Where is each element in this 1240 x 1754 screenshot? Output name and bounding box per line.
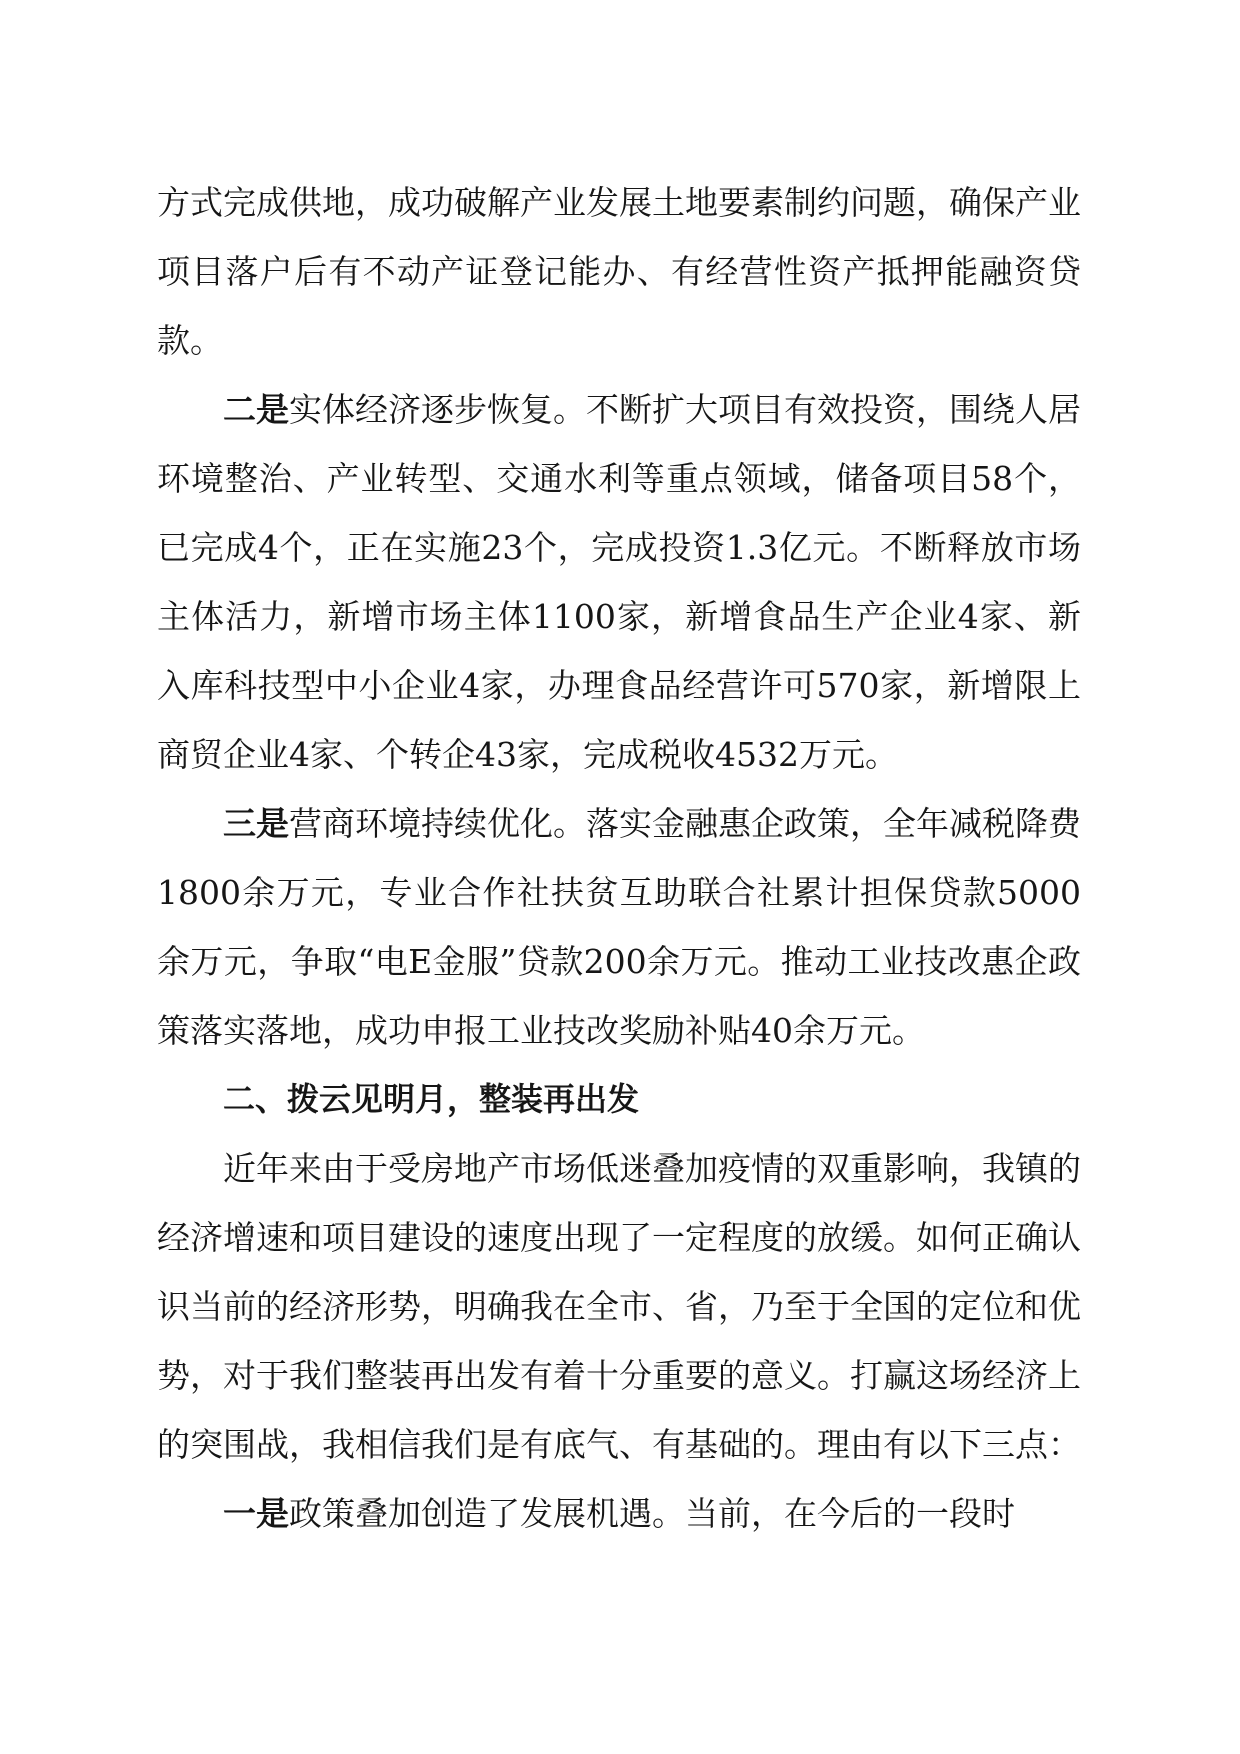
- paragraph-economic-situation: [157, 1134, 1081, 1479]
- paragraph-lead: 三是: [223, 804, 289, 843]
- paragraph-lead: 一是: [223, 1494, 289, 1533]
- document-body: [157, 168, 1081, 1548]
- paragraph-business-environment: [157, 789, 1081, 1065]
- paragraph-text: 实体经济逐步恢复。不断扩大项目有效投资，围绕人居环境整治、产业转型、交通水利等重点领域，储备项目58个，已完成4个，正在实施23个，完成投资1.3亿元。不断释放市场主体活力，新增市场主体1100家，新增食品生产企业4家、新入库科技型中小企业4家，办理食品经营许可570家，新增限上商贸企业4家、个转企43家，完成税收4532万元。: [157, 390, 1081, 774]
- paragraph-policy-opportunity: [157, 1479, 1081, 1548]
- paragraph-text: 营商环境持续优化。落实金融惠企政策，全年减税降费1800余万元，专业合作社扶贫互助联合社累计担保贷款5000余万元，争取“电E金服”贷款200余万元。推动工业技改惠企政策落实落地，成功申报工业技改奖励补贴40余万元。: [157, 804, 1081, 1050]
- paragraph-land-supply: [157, 168, 1081, 375]
- paragraph-lead: 二是: [223, 390, 289, 429]
- paragraph-real-economy: [157, 375, 1081, 789]
- paragraph-text: 近年来由于受房地产市场低迷叠加疫情的双重影响，我镇的经济增速和项目建设的速度出现了一定程度的放缓。如何正确认识当前的经济形势，明确我在全市、省，乃至于全国的定位和优势，对于我们整装再出发有着十分重要的意义。打赢这场经济上的突围战，我相信我们是有底气、有基础的。理由有以下三点：: [157, 1149, 1081, 1464]
- paragraph-text: 方式完成供地，成功破解产业发展土地要素制约问题，确保产业项目落户后有不动产证登记能办、有经营性资产抵押能融资贷款。: [157, 183, 1081, 360]
- paragraph-text: 政策叠加创造了发展机遇。当前，在今后的一段时: [289, 1494, 1015, 1533]
- section-heading: 二、拨云见明月，整装再出发: [223, 1080, 640, 1118]
